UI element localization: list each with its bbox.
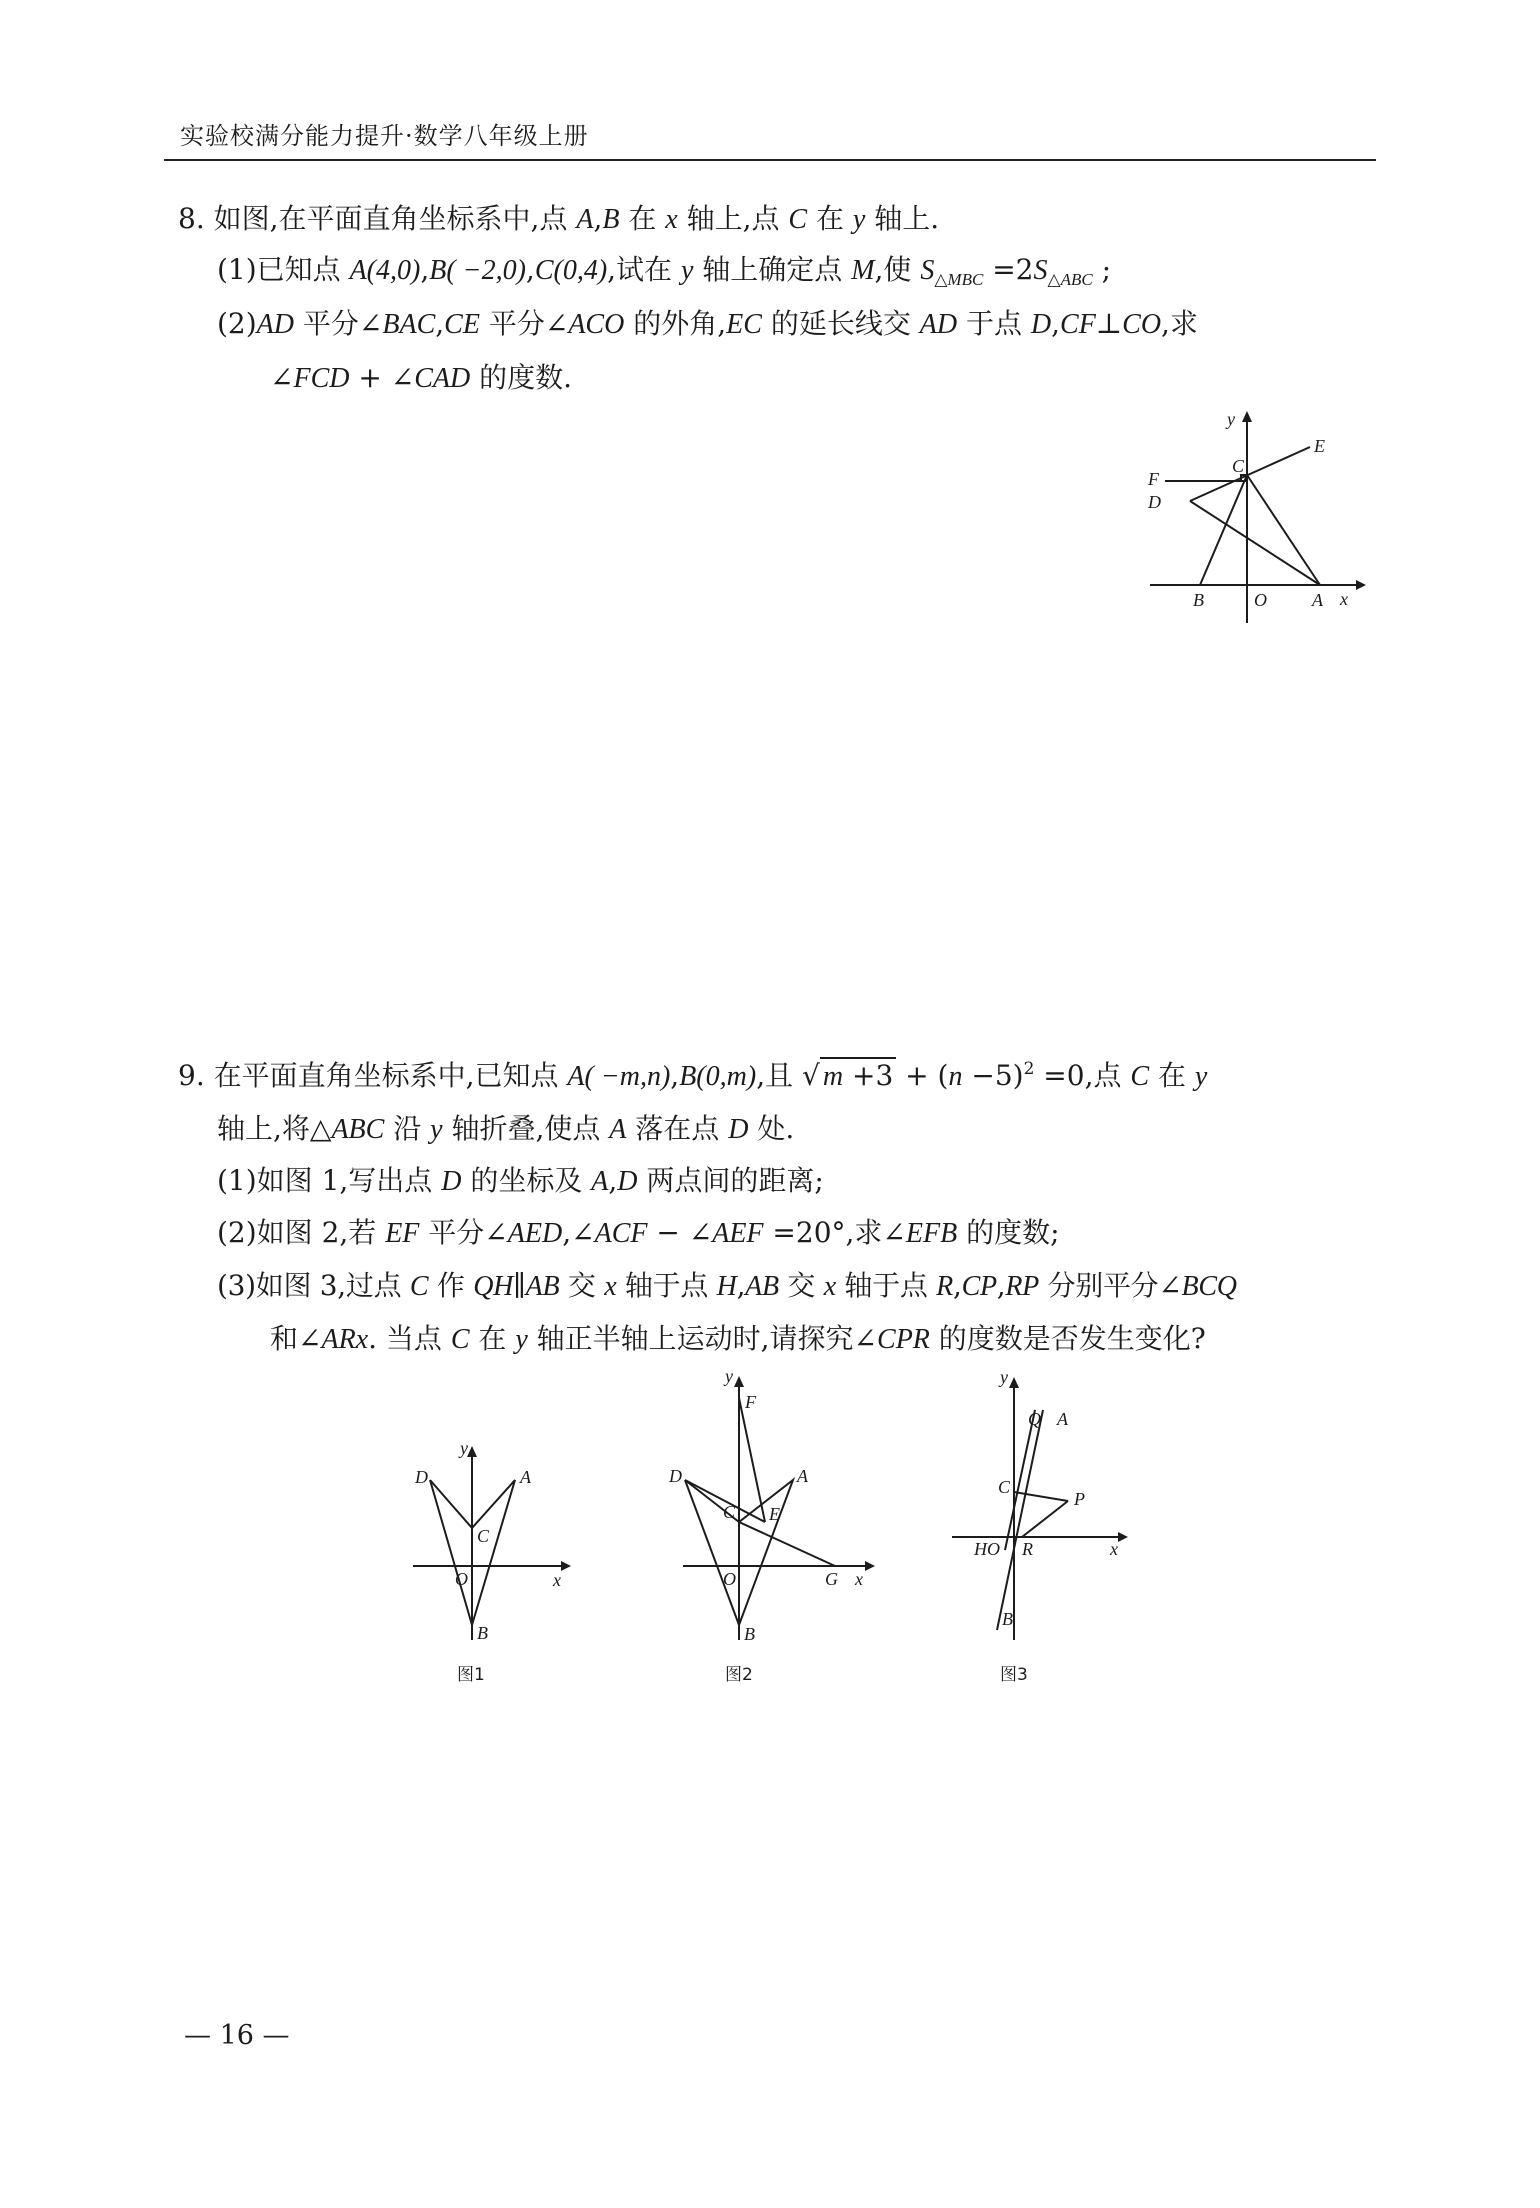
text: −5): [962, 1059, 1024, 1092]
text: ,: [996, 1269, 1006, 1302]
text: 处.: [748, 1112, 795, 1145]
text: 在: [469, 1322, 516, 1355]
text: 9. 在平面直角坐标系中,已知点: [178, 1059, 568, 1092]
var: A( −m,n): [567, 1061, 671, 1092]
text: =20°,求∠: [763, 1216, 906, 1249]
q9-part2: [217, 1215, 1060, 1252]
var: D: [728, 1114, 749, 1145]
var: M: [851, 255, 875, 286]
text: 轴上,将△: [217, 1112, 332, 1145]
text: + (: [896, 1059, 949, 1092]
segment-cp: [1014, 1492, 1068, 1501]
text: (1)已知点: [217, 253, 350, 286]
var: C: [788, 204, 808, 235]
text: ,: [952, 1269, 962, 1302]
var: ARx: [321, 1324, 369, 1355]
text: 轴上确定点: [693, 253, 852, 286]
segment-cb: [1200, 475, 1247, 585]
line-bra: [997, 1410, 1043, 1630]
text: 8. 如图,在平面直角坐标系中,点: [178, 202, 577, 235]
var: FCD: [293, 363, 350, 394]
text: ,: [1051, 307, 1061, 340]
text: 的坐标及: [461, 1164, 592, 1197]
text: 的度数.: [470, 361, 573, 394]
label-o: O: [723, 1569, 736, 1589]
page-header: 实验校满分能力提升·数学八年级上册: [180, 122, 589, 150]
var: CAD: [414, 363, 471, 394]
x-axis-arrow: [1356, 580, 1366, 590]
text: 在: [1149, 1059, 1195, 1092]
y-axis-arrow: [734, 1376, 744, 1387]
var: S: [1033, 255, 1048, 286]
var: AD: [919, 309, 958, 340]
text: ,: [593, 202, 603, 235]
var: BCQ: [1181, 1271, 1237, 1302]
label-x: x: [1340, 589, 1348, 609]
q9-stem: [178, 1058, 1207, 1098]
var: A: [609, 1114, 627, 1145]
var: n: [948, 1061, 963, 1092]
text: (1)如图 1,写出点: [217, 1164, 442, 1197]
text: 轴上,点: [677, 202, 789, 235]
var: y: [515, 1324, 528, 1355]
var: ACF: [594, 1218, 648, 1249]
var: y: [680, 255, 694, 286]
var: y: [852, 204, 866, 235]
var: x: [665, 204, 678, 235]
text: 作: [428, 1269, 474, 1302]
var: A: [576, 204, 594, 235]
label-y: y: [460, 1438, 468, 1458]
label-o: O: [455, 1569, 468, 1589]
text: 落在点: [626, 1112, 729, 1145]
text: 平分∠: [479, 307, 569, 340]
q9-figure-2: [665, 1360, 885, 1710]
label-a: A: [1057, 1409, 1068, 1429]
q8-part2: [217, 306, 1198, 343]
var: CPR: [877, 1324, 930, 1355]
label-d: D: [415, 1467, 428, 1487]
var: x: [823, 1271, 836, 1302]
q8-stem: [178, 201, 939, 238]
text: (2): [217, 307, 257, 340]
text: ∥: [513, 1269, 526, 1302]
q9-part3: [217, 1268, 1237, 1305]
var: RP: [1005, 1271, 1039, 1302]
text: ,: [736, 1269, 746, 1302]
sqrt-sign: √: [802, 1059, 820, 1092]
figure-1-caption: 图1: [457, 1665, 485, 1685]
label-b: B: [477, 1623, 488, 1643]
q9-part1: [217, 1163, 824, 1200]
text: 于点: [957, 307, 1031, 340]
text: ,: [525, 253, 535, 286]
line-dce: [1190, 447, 1310, 501]
figure-3-caption: 图3: [1000, 1665, 1028, 1685]
var: D: [1030, 309, 1052, 340]
header-rule: [164, 159, 1376, 161]
q8-part1: [217, 252, 1111, 292]
label-x: x: [1110, 1539, 1118, 1559]
segment-ca: [1247, 475, 1320, 585]
superscript: 2: [1023, 1059, 1035, 1079]
var: S: [920, 255, 935, 286]
label-d: D: [669, 1466, 682, 1486]
figure-2-caption: 图2: [725, 1665, 753, 1685]
var: AD: [256, 309, 294, 340]
q9-part3-cont: [270, 1321, 1206, 1358]
text: =2: [983, 253, 1034, 286]
text: ,使: [874, 253, 921, 286]
subscript: △ABC: [1047, 270, 1093, 289]
var: BAC: [382, 309, 436, 340]
label-a: A: [520, 1467, 531, 1487]
label-b: B: [1002, 1609, 1013, 1629]
line-ef: [739, 1398, 765, 1522]
var: AED: [507, 1218, 563, 1249]
var: R: [936, 1271, 953, 1302]
label-q: Q: [1028, 1409, 1041, 1429]
text: 在: [807, 202, 853, 235]
text: ∠: [270, 361, 294, 394]
var: AB: [525, 1271, 560, 1302]
label-o: O: [1254, 590, 1267, 610]
y-axis-arrow: [1242, 411, 1252, 422]
line-cg: [739, 1522, 835, 1566]
text: ,∠: [562, 1216, 595, 1249]
var: H: [716, 1271, 737, 1302]
text: + ∠: [349, 361, 415, 394]
label-b: B: [744, 1624, 755, 1644]
var: CF: [1060, 309, 1096, 340]
var: CO: [1122, 309, 1162, 340]
sqrt-body: [820, 1057, 896, 1092]
text: 的外角,: [624, 307, 727, 340]
text: +3: [843, 1059, 894, 1092]
text: 沿: [384, 1112, 431, 1145]
label-e: E: [1314, 436, 1325, 456]
label-f: F: [1148, 469, 1159, 489]
var: ACO: [568, 309, 625, 340]
text: 的度数;: [957, 1216, 1060, 1249]
var: CE: [444, 309, 480, 340]
var: C(0,4): [534, 255, 608, 286]
label-y: y: [1000, 1367, 1008, 1387]
text: ,: [435, 307, 445, 340]
var: C: [1130, 1061, 1150, 1092]
label-r: R: [1022, 1539, 1033, 1559]
label-ho: HO: [974, 1539, 1000, 1559]
label-d: D: [1148, 492, 1161, 512]
var: m: [822, 1061, 844, 1092]
var: C: [409, 1271, 429, 1302]
text: − ∠: [647, 1216, 713, 1249]
var: C: [450, 1324, 470, 1355]
var: B: [602, 204, 620, 235]
var: B(0,m): [679, 1061, 757, 1092]
text: 在: [619, 202, 666, 235]
var: y: [430, 1114, 443, 1145]
text: ⊥: [1095, 307, 1123, 340]
text: ;: [1092, 253, 1112, 286]
text: 两点间的距离;: [637, 1164, 824, 1197]
text: 和∠: [270, 1322, 322, 1355]
text: 轴上.: [865, 202, 940, 235]
var: QH: [473, 1271, 514, 1302]
var: ABC: [331, 1114, 385, 1145]
page-number: — 16 —: [184, 2020, 290, 2051]
var: D: [617, 1166, 638, 1197]
label-f: F: [745, 1392, 756, 1412]
var: EC: [726, 309, 762, 340]
label-c: C: [477, 1526, 490, 1546]
label-x: x: [855, 1569, 863, 1589]
var: CP: [961, 1271, 997, 1302]
var: A(4,0): [349, 255, 421, 286]
text: 交: [778, 1269, 824, 1302]
q8-part2-cont: [270, 360, 572, 397]
segment-ad: [1190, 501, 1320, 585]
x-axis-arrow: [561, 1561, 571, 1571]
label-x: x: [553, 1570, 561, 1590]
var: D: [441, 1166, 462, 1197]
y-axis-arrow: [1009, 1377, 1019, 1388]
text: ,且: [756, 1059, 802, 1092]
text: 轴于点: [616, 1269, 717, 1302]
q9-figure-1: [405, 1420, 585, 1710]
text: ,: [608, 1164, 618, 1197]
text: ,试在: [607, 253, 681, 286]
text: (2)如图 2,若: [217, 1216, 386, 1249]
text: 平分∠: [419, 1216, 508, 1249]
var: AEF: [712, 1218, 764, 1249]
var: x: [604, 1271, 617, 1302]
label-p: P: [1074, 1489, 1085, 1509]
text: . 当点: [368, 1322, 451, 1355]
var: EFB: [905, 1218, 958, 1249]
label-y: y: [1227, 409, 1235, 429]
label-g: G: [825, 1569, 838, 1589]
label-c: C: [723, 1502, 736, 1522]
label-a: A: [1312, 590, 1323, 610]
label-a: A: [797, 1466, 808, 1486]
q9-stem-cont: [217, 1111, 794, 1148]
var: A: [591, 1166, 609, 1197]
text: ,: [420, 253, 430, 286]
label-b: B: [1193, 590, 1204, 610]
text: (3)如图 3,过点: [217, 1269, 410, 1302]
label-c: C: [998, 1477, 1011, 1497]
var: AB: [745, 1271, 779, 1302]
text: 平分∠: [294, 307, 383, 340]
x-axis-arrow: [865, 1561, 875, 1571]
text: ,求: [1161, 307, 1198, 340]
text: ,: [670, 1059, 680, 1092]
text: =0,点: [1034, 1059, 1131, 1092]
var: EF: [385, 1218, 420, 1249]
label-y: y: [725, 1366, 733, 1386]
text: 的延长线交: [761, 307, 920, 340]
text: 交: [559, 1269, 605, 1302]
var: y: [1194, 1061, 1208, 1092]
text: 轴正半轴上运动时,请探究∠: [527, 1322, 878, 1355]
label-e: E: [769, 1504, 780, 1524]
text: 的度数是否发生变化?: [929, 1322, 1206, 1355]
text: 轴于点: [835, 1269, 937, 1302]
q8-figure: [1130, 405, 1370, 635]
text: 分别平分∠: [1038, 1269, 1182, 1302]
segment-rp: [1022, 1501, 1068, 1537]
text: 轴折叠,使点: [442, 1112, 610, 1145]
label-c: C: [1232, 456, 1245, 476]
q9-figure-3: [940, 1365, 1140, 1710]
var: B( −2,0): [429, 255, 526, 286]
y-axis-arrow: [467, 1446, 477, 1457]
x-axis-arrow: [1118, 1532, 1128, 1542]
subscript: △MBC: [934, 270, 984, 289]
